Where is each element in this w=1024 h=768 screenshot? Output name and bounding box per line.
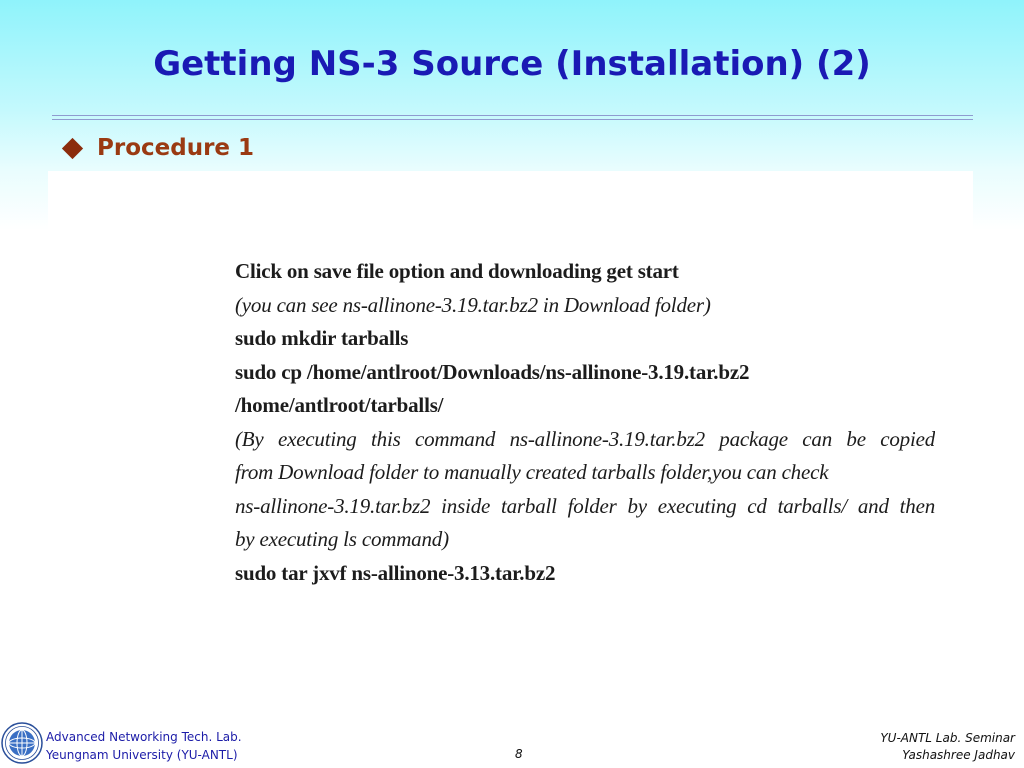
instruction-text-block <box>235 255 935 590</box>
command-line: sudo tar jxvf ns-allinone-3.13.tar.bz2 <box>235 560 556 585</box>
footer-university: Yeungnam University (YU-ANTL) <box>46 748 238 762</box>
bullet-procedure <box>62 132 254 164</box>
command-line: sudo cp /home/antlroot/Downloads/ns-allinone-3.19.tar.bz2 <box>235 359 750 384</box>
title-divider-top <box>52 115 973 116</box>
page-number: 8 <box>515 747 523 761</box>
command-line: sudo mkdir tarballs <box>235 326 409 350</box>
footer-presenter: Yashashree Jadhav <box>902 748 1015 762</box>
instruction-line: Click on save file option and downloading get start <box>235 259 679 283</box>
footer-seminar-info <box>880 730 1015 764</box>
command-line: /home/antlroot/tarballs/ <box>235 393 444 417</box>
instruction-line: ns-allinone-3.19.tar.bz2 inside tarball folder by executing cd tarballs/ and then <box>235 493 935 518</box>
instruction-line: from Download folder to manually created tarballs folder,you can check <box>235 460 829 484</box>
title-divider-bottom <box>52 119 973 120</box>
diamond-bullet-icon <box>62 137 83 158</box>
instruction-image <box>48 171 973 626</box>
instruction-line: (By executing this command ns-allinone-3.19.tar.bz2 package can be copied <box>235 426 935 451</box>
bullet-text: Procedure 1 <box>97 135 255 161</box>
slide-title: Getting NS-3 Source (Installation) (2) <box>153 44 871 84</box>
university-logo-icon <box>1 722 43 764</box>
footer-lab-info <box>46 728 242 764</box>
footer-lab-name: Advanced Networking Tech. Lab. <box>46 730 242 744</box>
instruction-line: by executing ls command) <box>235 527 449 551</box>
instruction-line: (you can see ns-allinone-3.19.tar.bz2 in Download folder) <box>235 292 711 317</box>
footer-seminar: YU-ANTL Lab. Seminar <box>880 731 1015 745</box>
